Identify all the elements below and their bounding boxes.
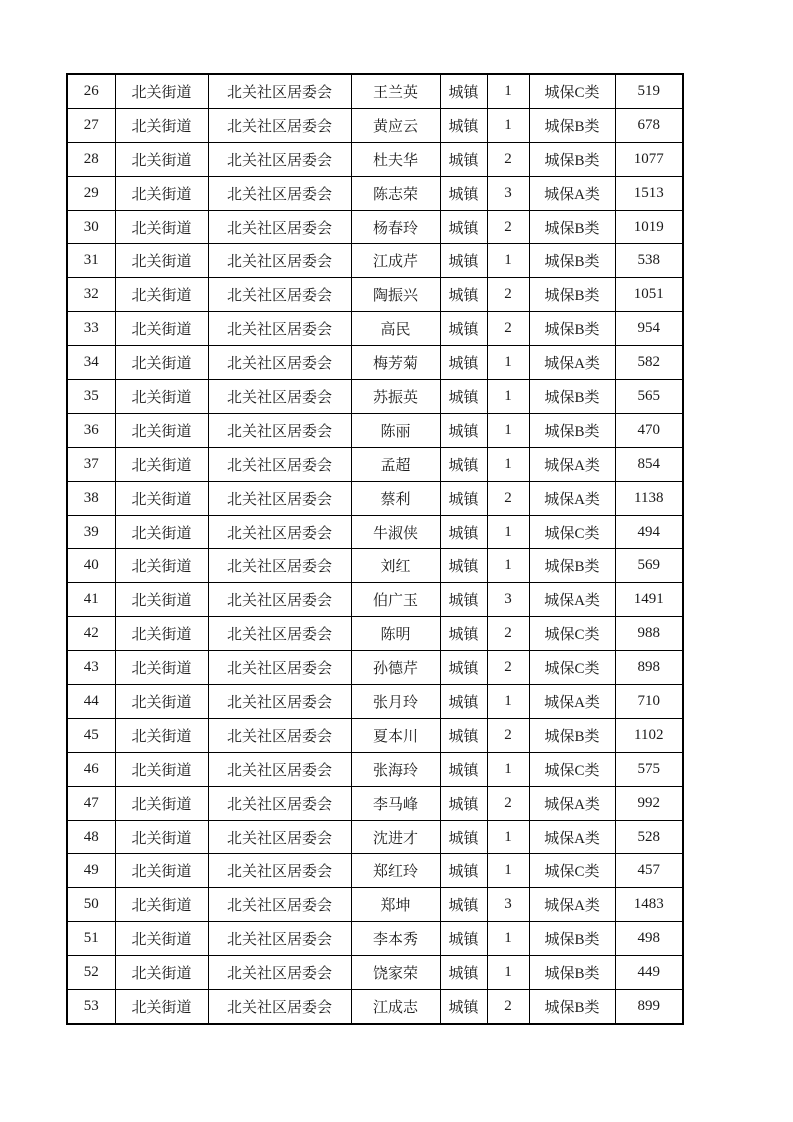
amount-cell: 470 (615, 413, 683, 447)
person-name-cell: 刘红 (351, 549, 440, 583)
street-cell: 北关街道 (115, 142, 208, 176)
committee-cell: 北关社区居委会 (208, 549, 351, 583)
table-row (67, 176, 683, 210)
person-name-cell: 郑红玲 (351, 854, 440, 888)
person-name-cell: 沈进才 (351, 820, 440, 854)
street-cell: 北关街道 (115, 752, 208, 786)
street-cell: 北关街道 (115, 447, 208, 481)
insurance-category-cell: 城保A类 (529, 888, 615, 922)
street-cell: 北关街道 (115, 312, 208, 346)
amount-cell: 954 (615, 312, 683, 346)
committee-cell: 北关社区居委会 (208, 651, 351, 685)
amount-cell: 494 (615, 515, 683, 549)
row-number-cell: 27 (67, 108, 115, 142)
person-count-cell: 2 (487, 278, 529, 312)
residence-type-cell: 城镇 (440, 718, 487, 752)
amount-cell: 988 (615, 617, 683, 651)
street-cell: 北关街道 (115, 210, 208, 244)
insurance-category-cell: 城保C类 (529, 74, 615, 108)
amount-cell: 575 (615, 752, 683, 786)
person-name-cell: 李马峰 (351, 786, 440, 820)
residence-type-cell: 城镇 (440, 312, 487, 346)
street-cell: 北关街道 (115, 990, 208, 1024)
person-count-cell: 1 (487, 447, 529, 481)
table-row (67, 549, 683, 583)
row-number-cell: 42 (67, 617, 115, 651)
table-row (67, 210, 683, 244)
amount-cell: 1138 (615, 481, 683, 515)
residence-type-cell: 城镇 (440, 617, 487, 651)
person-count-cell: 2 (487, 990, 529, 1024)
insurance-category-cell: 城保A类 (529, 447, 615, 481)
row-number-cell: 47 (67, 786, 115, 820)
person-count-cell: 2 (487, 481, 529, 515)
row-number-cell: 40 (67, 549, 115, 583)
insurance-category-cell: 城保C类 (529, 617, 615, 651)
amount-cell: 1019 (615, 210, 683, 244)
person-name-cell: 高民 (351, 312, 440, 346)
person-name-cell: 牛淑侠 (351, 515, 440, 549)
row-number-cell: 49 (67, 854, 115, 888)
person-name-cell: 陶振兴 (351, 278, 440, 312)
table-row (67, 990, 683, 1024)
residence-type-cell: 城镇 (440, 583, 487, 617)
row-number-cell: 29 (67, 176, 115, 210)
street-cell: 北关街道 (115, 617, 208, 651)
person-count-cell: 1 (487, 346, 529, 380)
residence-type-cell: 城镇 (440, 447, 487, 481)
row-number-cell: 28 (67, 142, 115, 176)
person-count-cell: 1 (487, 74, 529, 108)
insurance-category-cell: 城保B类 (529, 312, 615, 346)
amount-cell: 457 (615, 854, 683, 888)
table-row (67, 786, 683, 820)
amount-cell: 1051 (615, 278, 683, 312)
amount-cell: 678 (615, 108, 683, 142)
insurance-category-cell: 城保A类 (529, 786, 615, 820)
residence-type-cell: 城镇 (440, 210, 487, 244)
row-number-cell: 50 (67, 888, 115, 922)
committee-cell: 北关社区居委会 (208, 515, 351, 549)
committee-cell: 北关社区居委会 (208, 176, 351, 210)
committee-cell: 北关社区居委会 (208, 447, 351, 481)
residence-type-cell: 城镇 (440, 922, 487, 956)
insurance-category-cell: 城保A类 (529, 583, 615, 617)
residence-type-cell: 城镇 (440, 888, 487, 922)
residence-type-cell: 城镇 (440, 549, 487, 583)
street-cell: 北关街道 (115, 346, 208, 380)
row-number-cell: 33 (67, 312, 115, 346)
amount-cell: 710 (615, 685, 683, 719)
street-cell: 北关街道 (115, 685, 208, 719)
committee-cell: 北关社区居委会 (208, 244, 351, 278)
committee-cell: 北关社区居委会 (208, 583, 351, 617)
person-name-cell: 孙德芹 (351, 651, 440, 685)
residence-type-cell: 城镇 (440, 481, 487, 515)
person-name-cell: 陈丽 (351, 413, 440, 447)
insurance-category-cell: 城保B类 (529, 380, 615, 414)
amount-cell: 565 (615, 380, 683, 414)
row-number-cell: 36 (67, 413, 115, 447)
residence-type-cell: 城镇 (440, 990, 487, 1024)
committee-cell: 北关社区居委会 (208, 74, 351, 108)
street-cell: 北关街道 (115, 922, 208, 956)
amount-cell: 899 (615, 990, 683, 1024)
person-name-cell: 黄应云 (351, 108, 440, 142)
row-number-cell: 52 (67, 956, 115, 990)
insurance-category-cell: 城保A类 (529, 685, 615, 719)
person-name-cell: 孟超 (351, 447, 440, 481)
amount-cell: 528 (615, 820, 683, 854)
amount-cell: 538 (615, 244, 683, 278)
amount-cell: 498 (615, 922, 683, 956)
street-cell: 北关街道 (115, 888, 208, 922)
committee-cell: 北关社区居委会 (208, 990, 351, 1024)
insurance-category-cell: 城保C类 (529, 854, 615, 888)
person-name-cell: 梅芳菊 (351, 346, 440, 380)
committee-cell: 北关社区居委会 (208, 413, 351, 447)
residence-type-cell: 城镇 (440, 176, 487, 210)
committee-cell: 北关社区居委会 (208, 108, 351, 142)
table-row (67, 447, 683, 481)
committee-cell: 北关社区居委会 (208, 617, 351, 651)
insurance-category-cell: 城保B类 (529, 278, 615, 312)
committee-cell: 北关社区居委会 (208, 346, 351, 380)
residence-type-cell: 城镇 (440, 278, 487, 312)
street-cell: 北关街道 (115, 583, 208, 617)
committee-cell: 北关社区居委会 (208, 380, 351, 414)
street-cell: 北关街道 (115, 854, 208, 888)
residence-type-cell: 城镇 (440, 854, 487, 888)
insurance-category-cell: 城保B类 (529, 549, 615, 583)
committee-cell: 北关社区居委会 (208, 210, 351, 244)
row-number-cell: 38 (67, 481, 115, 515)
row-number-cell: 34 (67, 346, 115, 380)
committee-cell: 北关社区居委会 (208, 142, 351, 176)
row-number-cell: 35 (67, 380, 115, 414)
amount-cell: 569 (615, 549, 683, 583)
table-row (67, 380, 683, 414)
amount-cell: 1102 (615, 718, 683, 752)
residence-type-cell: 城镇 (440, 651, 487, 685)
committee-cell: 北关社区居委会 (208, 888, 351, 922)
person-count-cell: 2 (487, 312, 529, 346)
row-number-cell: 46 (67, 752, 115, 786)
row-number-cell: 30 (67, 210, 115, 244)
amount-cell: 1491 (615, 583, 683, 617)
row-number-cell: 45 (67, 718, 115, 752)
person-name-cell: 王兰英 (351, 74, 440, 108)
row-number-cell: 48 (67, 820, 115, 854)
person-count-cell: 3 (487, 583, 529, 617)
person-name-cell: 陈志荣 (351, 176, 440, 210)
row-number-cell: 37 (67, 447, 115, 481)
table-row (67, 244, 683, 278)
residence-type-cell: 城镇 (440, 380, 487, 414)
person-count-cell: 1 (487, 685, 529, 719)
row-number-cell: 51 (67, 922, 115, 956)
person-name-cell: 饶家荣 (351, 956, 440, 990)
insurance-category-cell: 城保C类 (529, 752, 615, 786)
table-row (67, 922, 683, 956)
committee-cell: 北关社区居委会 (208, 278, 351, 312)
table-row (67, 515, 683, 549)
person-count-cell: 1 (487, 413, 529, 447)
person-name-cell: 张海玲 (351, 752, 440, 786)
person-name-cell: 陈明 (351, 617, 440, 651)
person-count-cell: 1 (487, 752, 529, 786)
committee-cell: 北关社区居委会 (208, 956, 351, 990)
table-row (67, 651, 683, 685)
insurance-category-cell: 城保B类 (529, 990, 615, 1024)
table-row (67, 278, 683, 312)
street-cell: 北关街道 (115, 786, 208, 820)
insurance-category-cell: 城保C类 (529, 651, 615, 685)
row-number-cell: 39 (67, 515, 115, 549)
residence-type-cell: 城镇 (440, 515, 487, 549)
person-name-cell: 苏振英 (351, 380, 440, 414)
person-count-cell: 2 (487, 617, 529, 651)
committee-cell: 北关社区居委会 (208, 820, 351, 854)
street-cell: 北关街道 (115, 413, 208, 447)
amount-cell: 898 (615, 651, 683, 685)
person-count-cell: 1 (487, 549, 529, 583)
committee-cell: 北关社区居委会 (208, 481, 351, 515)
amount-cell: 992 (615, 786, 683, 820)
person-name-cell: 郑坤 (351, 888, 440, 922)
amount-cell: 582 (615, 346, 683, 380)
table-row (67, 74, 683, 108)
insurance-category-cell: 城保C类 (529, 515, 615, 549)
insurance-category-cell: 城保A类 (529, 820, 615, 854)
table-row (67, 481, 683, 515)
amount-cell: 1513 (615, 176, 683, 210)
committee-cell: 北关社区居委会 (208, 752, 351, 786)
residence-type-cell: 城镇 (440, 142, 487, 176)
table-row (67, 346, 683, 380)
person-count-cell: 1 (487, 922, 529, 956)
insurance-category-cell: 城保B类 (529, 922, 615, 956)
person-name-cell: 李本秀 (351, 922, 440, 956)
committee-cell: 北关社区居委会 (208, 312, 351, 346)
person-count-cell: 2 (487, 651, 529, 685)
street-cell: 北关街道 (115, 380, 208, 414)
insurance-category-cell: 城保B类 (529, 413, 615, 447)
committee-cell: 北关社区居委会 (208, 685, 351, 719)
table-row (67, 718, 683, 752)
residence-type-cell: 城镇 (440, 820, 487, 854)
row-number-cell: 32 (67, 278, 115, 312)
insurance-category-cell: 城保A类 (529, 176, 615, 210)
person-count-cell: 2 (487, 786, 529, 820)
table-body (67, 74, 683, 1024)
residence-type-cell: 城镇 (440, 956, 487, 990)
table-row (67, 854, 683, 888)
table-row (67, 956, 683, 990)
person-name-cell: 蔡利 (351, 481, 440, 515)
street-cell: 北关街道 (115, 651, 208, 685)
insurance-category-cell: 城保A类 (529, 481, 615, 515)
committee-cell: 北关社区居委会 (208, 718, 351, 752)
residence-type-cell: 城镇 (440, 108, 487, 142)
row-number-cell: 26 (67, 74, 115, 108)
person-count-cell: 2 (487, 210, 529, 244)
person-name-cell: 杜夫华 (351, 142, 440, 176)
person-count-cell: 2 (487, 142, 529, 176)
insurance-category-cell: 城保B类 (529, 142, 615, 176)
amount-cell: 1077 (615, 142, 683, 176)
residence-type-cell: 城镇 (440, 346, 487, 380)
person-name-cell: 杨春玲 (351, 210, 440, 244)
table-row (67, 685, 683, 719)
street-cell: 北关街道 (115, 108, 208, 142)
table-row (67, 820, 683, 854)
street-cell: 北关街道 (115, 176, 208, 210)
amount-cell: 854 (615, 447, 683, 481)
committee-cell: 北关社区居委会 (208, 922, 351, 956)
residence-type-cell: 城镇 (440, 413, 487, 447)
table-row (67, 413, 683, 447)
insurance-category-cell: 城保B类 (529, 718, 615, 752)
street-cell: 北关街道 (115, 820, 208, 854)
table-row (67, 583, 683, 617)
benefits-table (66, 73, 684, 1025)
insurance-category-cell: 城保B类 (529, 210, 615, 244)
row-number-cell: 53 (67, 990, 115, 1024)
person-name-cell: 夏本川 (351, 718, 440, 752)
person-count-cell: 1 (487, 854, 529, 888)
amount-cell: 519 (615, 74, 683, 108)
insurance-category-cell: 城保A类 (529, 346, 615, 380)
table-row (67, 108, 683, 142)
street-cell: 北关街道 (115, 481, 208, 515)
table-row (67, 752, 683, 786)
residence-type-cell: 城镇 (440, 244, 487, 278)
street-cell: 北关街道 (115, 244, 208, 278)
person-count-cell: 2 (487, 718, 529, 752)
table-row (67, 888, 683, 922)
person-count-cell: 1 (487, 956, 529, 990)
table-row (67, 142, 683, 176)
street-cell: 北关街道 (115, 515, 208, 549)
amount-cell: 449 (615, 956, 683, 990)
residence-type-cell: 城镇 (440, 786, 487, 820)
street-cell: 北关街道 (115, 956, 208, 990)
street-cell: 北关街道 (115, 278, 208, 312)
residence-type-cell: 城镇 (440, 752, 487, 786)
insurance-category-cell: 城保B类 (529, 108, 615, 142)
insurance-category-cell: 城保B类 (529, 956, 615, 990)
row-number-cell: 44 (67, 685, 115, 719)
person-name-cell: 张月玲 (351, 685, 440, 719)
street-cell: 北关街道 (115, 549, 208, 583)
committee-cell: 北关社区居委会 (208, 854, 351, 888)
row-number-cell: 43 (67, 651, 115, 685)
person-count-cell: 3 (487, 888, 529, 922)
person-count-cell: 1 (487, 515, 529, 549)
insurance-category-cell: 城保B类 (529, 244, 615, 278)
person-count-cell: 1 (487, 244, 529, 278)
person-count-cell: 1 (487, 108, 529, 142)
person-count-cell: 3 (487, 176, 529, 210)
person-name-cell: 伯广玉 (351, 583, 440, 617)
person-count-cell: 1 (487, 820, 529, 854)
street-cell: 北关街道 (115, 74, 208, 108)
residence-type-cell: 城镇 (440, 74, 487, 108)
row-number-cell: 41 (67, 583, 115, 617)
person-name-cell: 江成芹 (351, 244, 440, 278)
table-row (67, 312, 683, 346)
person-name-cell: 江成志 (351, 990, 440, 1024)
row-number-cell: 31 (67, 244, 115, 278)
person-count-cell: 1 (487, 380, 529, 414)
table-row (67, 617, 683, 651)
committee-cell: 北关社区居委会 (208, 786, 351, 820)
residence-type-cell: 城镇 (440, 685, 487, 719)
street-cell: 北关街道 (115, 718, 208, 752)
amount-cell: 1483 (615, 888, 683, 922)
